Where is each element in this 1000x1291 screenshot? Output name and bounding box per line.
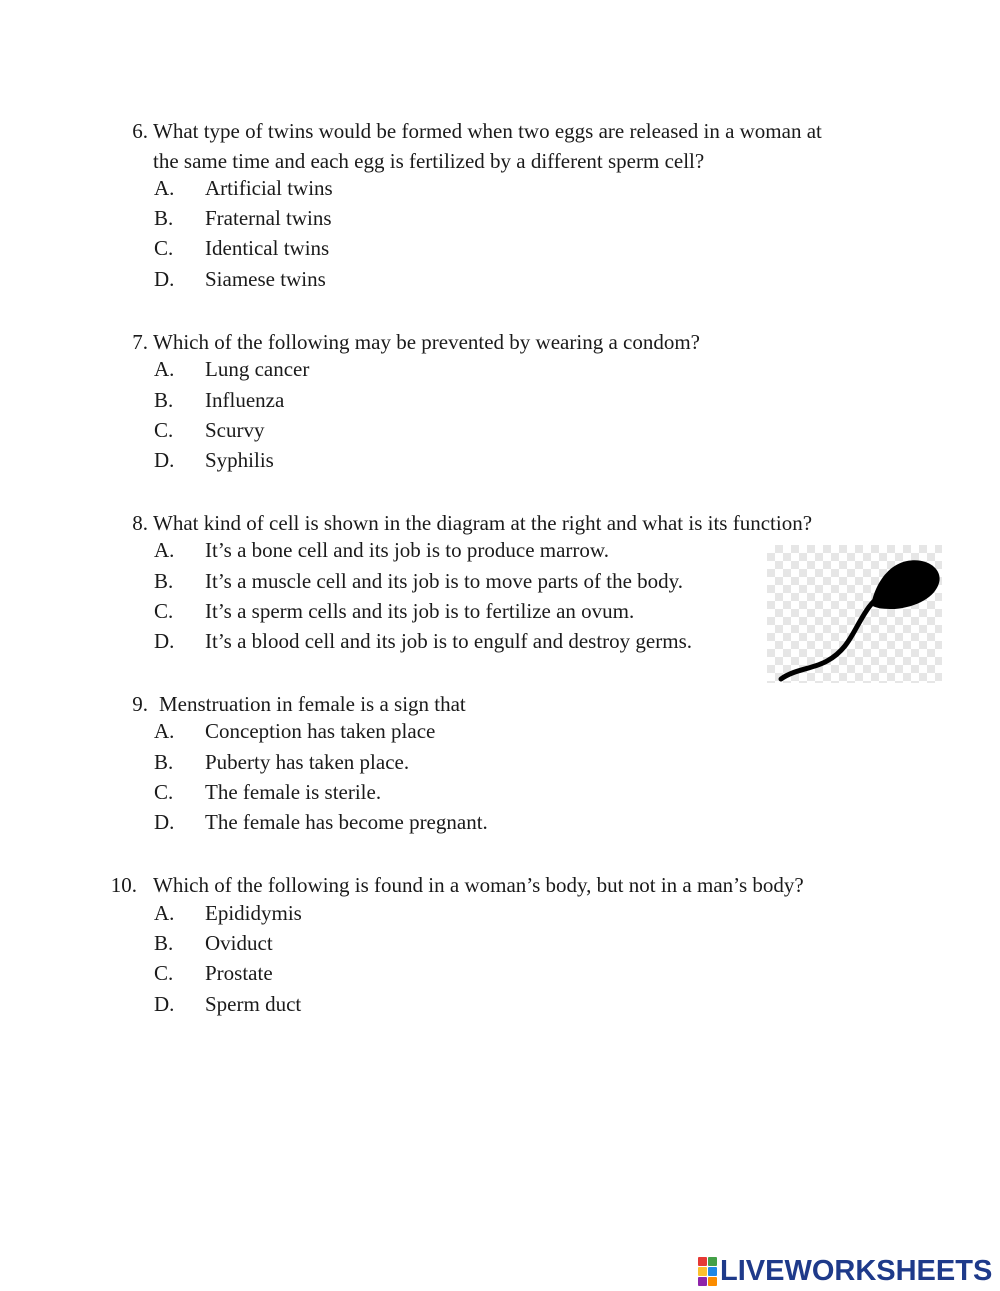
option-text: Fraternal twins	[205, 206, 332, 230]
question-number: 7.	[132, 330, 148, 354]
option-letter: B.	[154, 750, 174, 774]
logo-blocks-icon	[698, 1257, 717, 1286]
logo-block	[708, 1267, 717, 1276]
question-text-line: Menstruation in female is a sign that	[159, 692, 466, 716]
question-text	[159, 689, 919, 719]
option-text: Syphilis	[205, 448, 274, 472]
option-letter: B.	[154, 388, 174, 412]
option-text: Oviduct	[205, 931, 273, 955]
option-text: It’s a muscle cell and its job is to move parts of the body.	[205, 569, 684, 593]
logo-block	[698, 1257, 707, 1266]
question-text-line: What type of twins would be formed when two eggs are released in a woman at	[153, 119, 822, 143]
option-text: Prostate	[205, 961, 273, 985]
question-text-line: Which of the following is found in a woman’s body, but not in a man’s body?	[153, 873, 804, 897]
option-text: Lung cancer	[205, 357, 310, 381]
option-letter: D.	[154, 810, 175, 834]
option-text: Identical twins	[205, 236, 330, 260]
question-number: 9.	[132, 692, 148, 716]
option-text: It’s a bone cell and its job is to produce marrow.	[205, 538, 609, 562]
option-letter: D.	[154, 992, 175, 1016]
option-letter: C.	[154, 780, 174, 804]
option-letter: A.	[154, 538, 175, 562]
logo-text: LIVEWORKSHEETS	[720, 1254, 993, 1287]
option-letter: D.	[154, 448, 175, 472]
option-letter: B.	[154, 206, 174, 230]
option-text: Sperm duct	[205, 992, 302, 1016]
option-text: Siamese twins	[205, 267, 326, 291]
option-text: Conception has taken place	[205, 719, 436, 743]
option-letter: B.	[154, 931, 174, 955]
logo-block	[698, 1277, 707, 1286]
option-text: It’s a blood cell and its job is to engulf and destroy germs.	[205, 629, 692, 653]
question-text	[153, 327, 913, 357]
logo-block	[698, 1267, 707, 1276]
question-text	[153, 116, 913, 176]
question-text-line: the same time and each egg is fertilized by a different sperm cell?	[153, 149, 705, 173]
sperm-cell-icon	[767, 545, 942, 683]
option-letter: A.	[154, 901, 175, 925]
option-letter: C.	[154, 236, 174, 260]
option-letter: C.	[154, 418, 174, 442]
logo-block	[708, 1257, 717, 1266]
option-text: Artificial twins	[205, 176, 333, 200]
option-text: Puberty has taken place.	[205, 750, 410, 774]
option-text: The female is sterile.	[205, 780, 382, 804]
option-letter: D.	[154, 629, 175, 653]
option-text: Influenza	[205, 388, 285, 412]
question-number: 6.	[132, 119, 148, 143]
option-text: It’s a sperm cells and its job is to fertilize an ovum.	[205, 599, 635, 623]
option-letter: C.	[154, 961, 174, 985]
option-letter: B.	[154, 569, 174, 593]
question-text	[153, 870, 913, 900]
option-text: Epididymis	[205, 901, 302, 925]
question-text-line: What kind of cell is shown in the diagram at the right and what is its function?	[153, 511, 813, 535]
liveworksheets-logo[interactable]	[698, 1254, 992, 1288]
option-text: The female has become pregnant.	[205, 810, 488, 834]
option-letter: A.	[154, 176, 175, 200]
logo-block	[708, 1277, 717, 1286]
option-letter: A.	[154, 357, 175, 381]
option-letter: D.	[154, 267, 175, 291]
option-letter: A.	[154, 719, 175, 743]
cell-diagram	[767, 545, 942, 683]
question-text-line: Which of the following may be prevented by wearing a condom?	[153, 330, 700, 354]
option-text: Scurvy	[205, 418, 265, 442]
option-letter: C.	[154, 599, 174, 623]
question-number: 8.	[132, 511, 148, 535]
question-number: 10.	[110, 873, 137, 897]
question-text	[153, 508, 913, 538]
